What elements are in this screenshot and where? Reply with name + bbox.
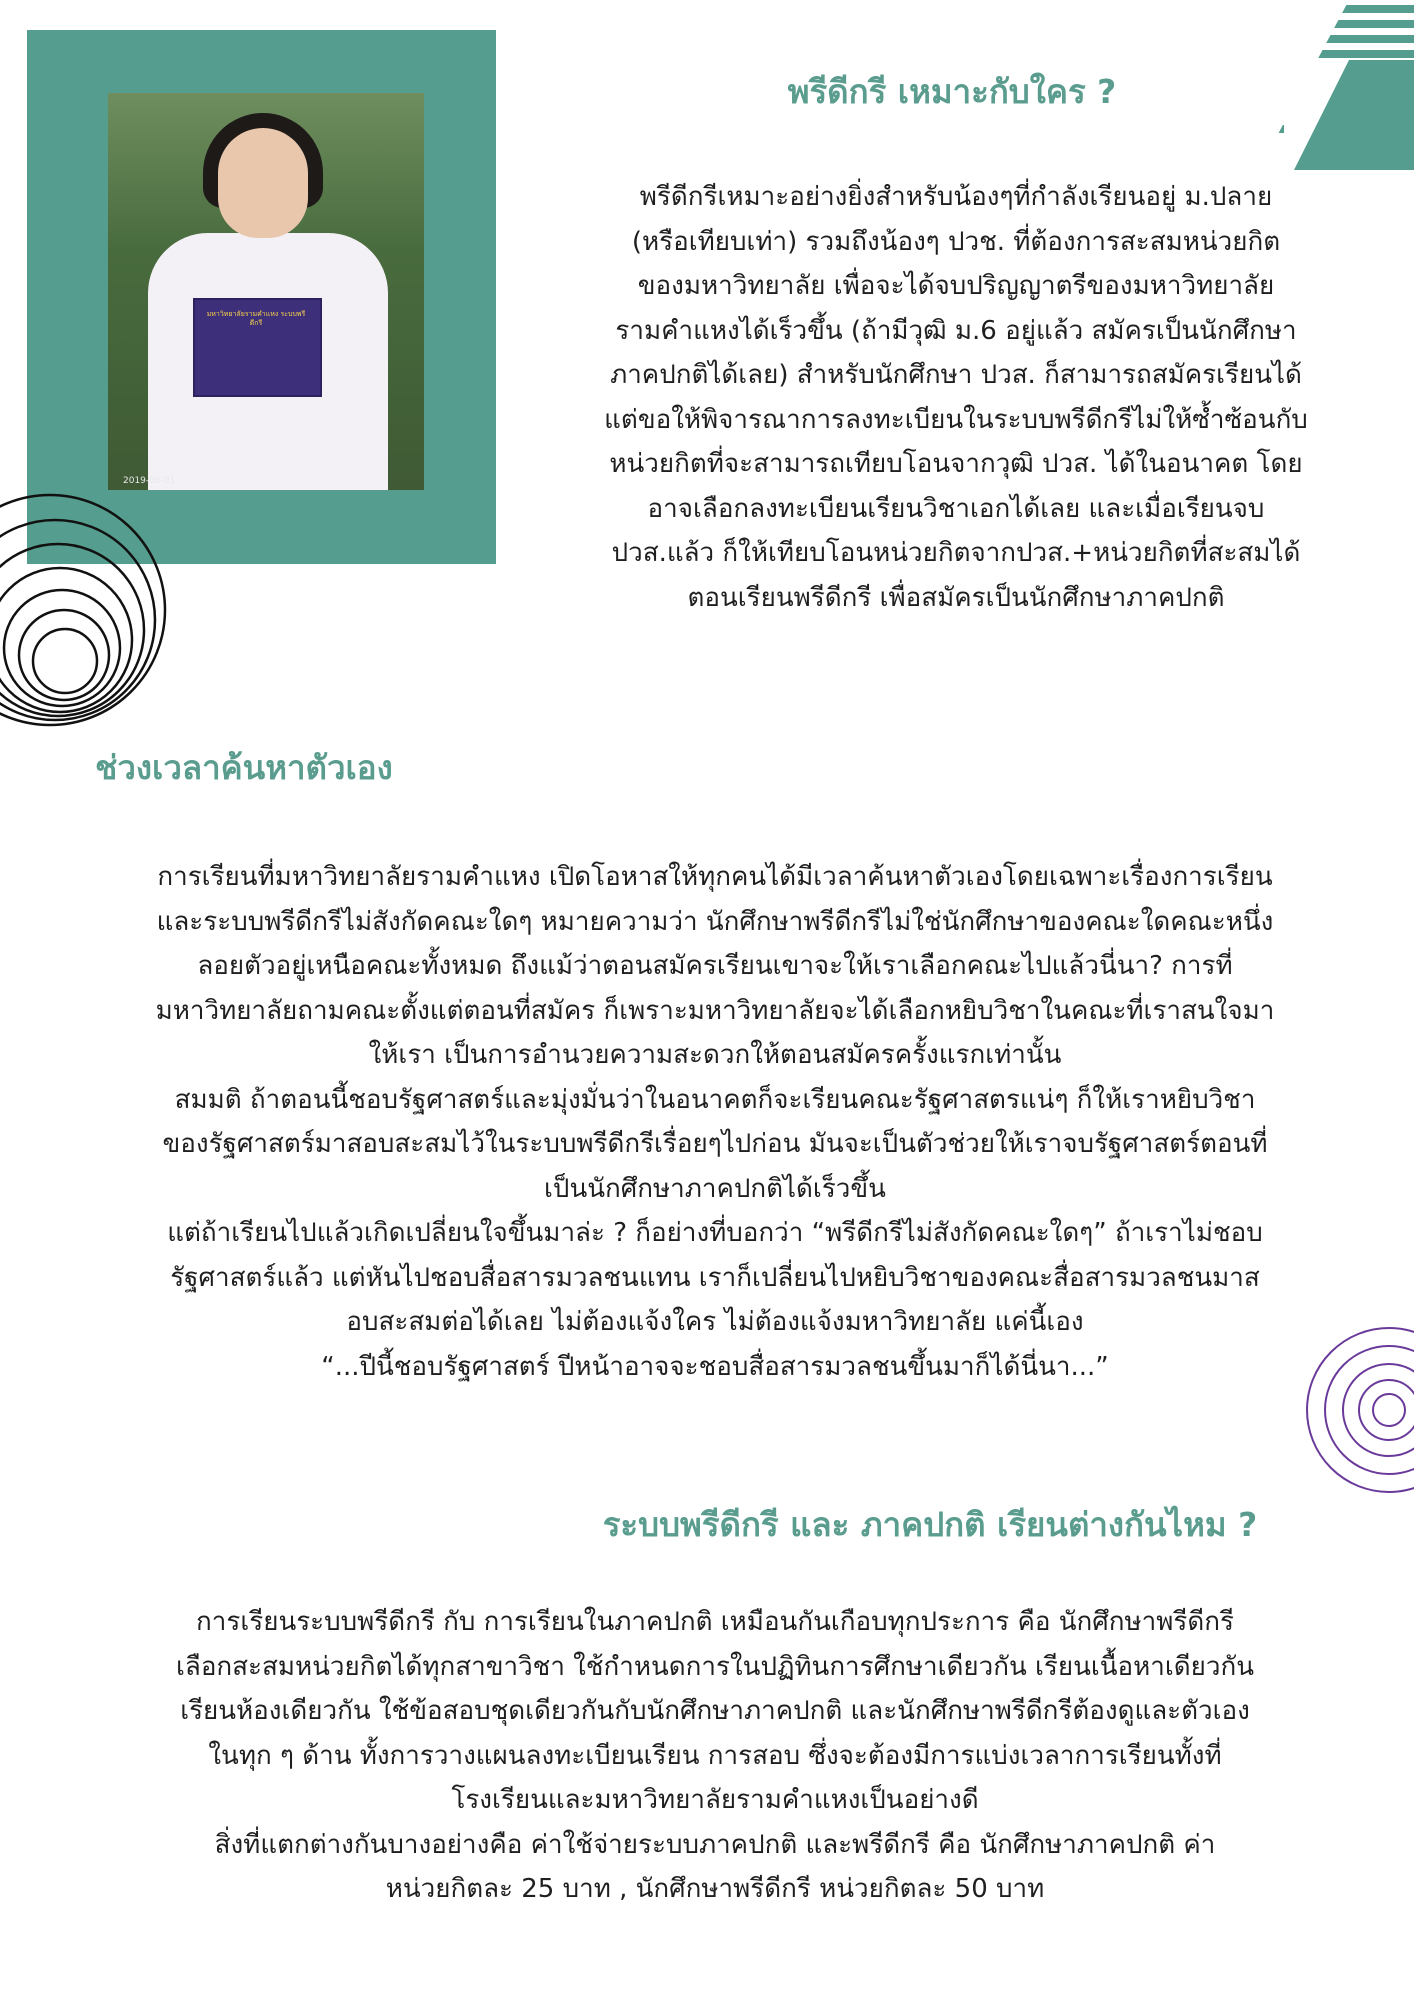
paragraph-line: ภาคปกติได้เลย) สำหรับนักศึกษา ปวส. ก็สามารถสมัครเรียนได้ xyxy=(610,360,1302,390)
section-body-who-is-it-for xyxy=(556,175,1356,620)
photo-face xyxy=(218,128,308,238)
paragraph-line: ของรัฐศาสตร์มาสอบสะสมไว้ในระบบพรีดีกรีเรื่อยๆไปก่อน มันจะเป็นตัวช่วยให้เราจบรัฐศาสตร์ตอนที่ xyxy=(162,1129,1268,1159)
paragraph-line: เลือกสะสมหน่วยกิตได้ทุกสาขาวิชา ใช้กำหนดการในปฏิทินการศึกษาเดียวกัน เรียนเนื้อหาเดียวกัน xyxy=(176,1651,1254,1682)
paragraph-line: อาจเลือกลงทะเบียนเรียนวิชาเอกได้เลย และเมื่อเรียนจบ xyxy=(647,493,1265,524)
paragraph-line: การเรียนที่มหาวิทยาลัยรามคำแหง เปิดโอหาสให้ทุกคนได้มีเวลาค้นหาตัวเองโดยเฉพาะเรื่องการเรียน xyxy=(157,862,1273,892)
striped-triangle-decoration xyxy=(1254,0,1414,170)
paragraph-line: ให้เรา เป็นการอำนวยความสะดวกให้ตอนสมัครครั้งแรกเท่านั้น xyxy=(368,1040,1062,1070)
photo-book-label: มหาวิทยาลัยรามคำแหง ระบบพรีดีกรี xyxy=(206,310,306,327)
section-body-difference xyxy=(80,1600,1350,1912)
paragraph-line: โรงเรียนและมหาวิทยาลัยรามคำแหงเป็นอย่างดี xyxy=(451,1785,979,1815)
concentric-rings-decoration-left xyxy=(0,485,170,735)
paragraph-line: แต่ขอให้พิจารณาการลงทะเบียนในระบบพรีดีกรีไม่ให้ซ้ำซ้อนกับ xyxy=(604,404,1308,435)
paragraph-line: “...ปีนี้ชอบรัฐศาสตร์ ปีหน้าอาจจะชอบสื่อสารมวลชนขึ้นมาก็ได้นี่นา...” xyxy=(321,1351,1109,1382)
photo-book xyxy=(193,298,322,397)
paragraph-line: ในทุก ๆ ด้าน ทั้งการวางแผนลงทะเบียนเรียน การสอบ ซึ่งจะต้องมีการแบ่งเวลาการเรียนทั้งที่ xyxy=(208,1740,1222,1771)
paragraph-line: รัฐศาสตร์แล้ว แต่หันไปชอบสื่อสารมวลชนแทน เราก็เปลี่ยนไปหยิบวิชาของคณะสื่อสารมวลชนมาส xyxy=(170,1262,1260,1293)
photo-date-stamp: 2019-06-01 xyxy=(123,476,176,486)
paragraph-line: ตอนเรียนพรีดีกรี เพื่อสมัครเป็นนักศึกษาภาคปกติ xyxy=(687,582,1225,613)
paragraph-line: สิ่งที่แตกต่างกันบางอย่างคือ ค่าใช้จ่ายระบบภาคปกติ และพรีดีกรี คือ นักศึกษาภาคปกติ ค่า xyxy=(214,1829,1216,1860)
paragraph-line: เรียนห้องเดียวกัน ใช้ข้อสอบชุดเดียวกันกับนักศึกษาภาคปกติ และนักศึกษาพรีดีกรีต้องดูและตัวเอง xyxy=(180,1696,1250,1726)
student-photo xyxy=(108,93,424,490)
paragraph-line: แต่ถ้าเรียนไปแล้วเกิดเปลี่ยนใจขึ้นมาล่ะ ? ก็อย่างที่บอกว่า “พรีดีกรีไม่สังกัดคณะใดๆ” ถ้าเราไม่ชอบ xyxy=(167,1218,1263,1248)
paragraph-line: หน่วยกิตละ 25 บาท , นักศึกษาพรีดีกรี หน่วยกิตละ 50 บาท xyxy=(385,1874,1045,1904)
paragraph-line: ปวส.แล้ว ก็ให้เทียบโอนหน่วยกิตจากปวส.+หน่วยกิตที่สะสมได้ xyxy=(611,538,1301,568)
section-title-who-is-it-for: พรีดีกรี เหมาะกับใคร ? xyxy=(787,72,1117,111)
paragraph-line: มหาวิทยาลัยถามคณะตั้งแต่ตอนที่สมัคร ก็เพราะมหาวิทยาลัยจะได้เลือกหยิบวิชาในคณะที่เราสนใจมา xyxy=(155,995,1275,1026)
paragraph-line: ลอยตัวอยู่เหนือคณะทั้งหมด ถึงแม้ว่าตอนสมัครเรียนเขาจะให้เราเลือกคณะไปแล้วนี่นา? การที่ xyxy=(197,951,1233,981)
section-title-difference: ระบบพรีดีกรี และ ภาคปกติ เรียนต่างกันไหม ? xyxy=(602,1505,1258,1544)
paragraph-line: และระบบพรีดีกรีไม่สังกัดคณะใดๆ หมายความว่า นักศึกษาพรีดีกรีไม่ใช่นักศึกษาของคณะใดคณะหนึ่ง xyxy=(156,906,1274,937)
paragraph-line: พรีดีกรีเหมาะอย่างยิ่งสำหรับน้องๆที่กำลังเรียนอยู่ ม.ปลาย xyxy=(639,182,1273,212)
paragraph-line: การเรียนระบบพรีดีกรี กับ การเรียนในภาคปกติ เหมือนกันเกือบทุกประการ คือ นักศึกษาพรีดีกรี xyxy=(196,1607,1234,1637)
paragraph-line: อบสะสมต่อได้เลย ไม่ต้องแจ้งใคร ไม่ต้องแจ้งมหาวิทยาลัย แค่นี้เอง xyxy=(346,1307,1084,1337)
section-title-self-discovery: ช่วงเวลาค้นหาตัวเอง xyxy=(95,748,393,787)
paragraph-line: สมมติ ถ้าตอนนี้ชอบรัฐศาสตร์และมุ่งมั่นว่าในอนาคตก็จะเรียนคณะรัฐศาสตรแน่ๆ ก็ให้เราหยิบวิชา xyxy=(174,1084,1256,1115)
paragraph-line: รามคำแหงได้เร็วขึ้น (ถ้ามีวุฒิ ม.6 อยู่แล้ว สมัครเป็นนักศึกษา xyxy=(615,315,1297,346)
paragraph-line: เป็นนักศึกษาภาคปกติได้เร็วขึ้น xyxy=(544,1173,886,1204)
section-body-self-discovery xyxy=(80,855,1350,1389)
paragraph-line: ของมหาวิทยาลัย เพื่อจะได้จบปริญญาตรีของมหาวิทยาลัย xyxy=(637,271,1275,301)
paragraph-line: หน่วยกิตที่จะสามารถเทียบโอนจากวุฒิ ปวส. ได้ในอนาคต โดย xyxy=(609,449,1303,479)
paragraph-line: (หรือเทียบเท่า) รวมถึงน้องๆ ปวช. ที่ต้องการสะสมหน่วยกิต xyxy=(631,226,1281,257)
